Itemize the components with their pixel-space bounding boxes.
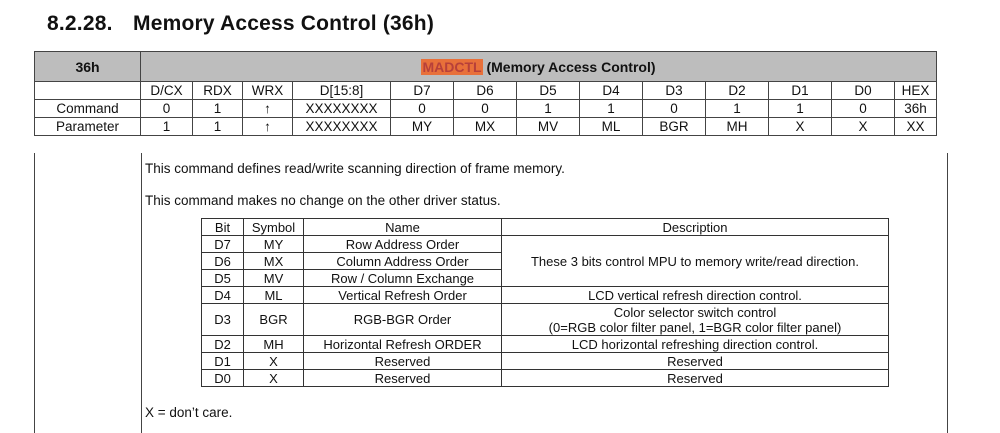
bits-table — [201, 218, 889, 387]
cell: BGR — [643, 118, 706, 136]
symbol-cell: BGR — [244, 304, 304, 336]
col-header: D5 — [517, 82, 580, 100]
col-header: D0 — [832, 82, 895, 100]
dont-care-note: X = don’t care. — [145, 405, 233, 420]
cell: 1 — [706, 100, 769, 118]
bits-row — [202, 353, 889, 370]
register-code: 36h — [35, 52, 141, 82]
bits-header: Bit — [202, 219, 244, 236]
symbol-cell: MV — [244, 270, 304, 287]
cell: ↑ — [243, 100, 293, 118]
bits-row — [202, 236, 889, 253]
bits-header: Name — [304, 219, 502, 236]
name-cell: Reserved — [304, 370, 502, 387]
name-cell: Row / Column Exchange — [304, 270, 502, 287]
bit-cell: D6 — [202, 253, 244, 270]
cell: 0 — [391, 100, 454, 118]
cell: MY — [391, 118, 454, 136]
description-paragraph-1: This command defines read/write scanning direction of frame memory. — [145, 161, 565, 176]
col-header: D/CX — [141, 82, 193, 100]
description-cell: LCD horizontal refreshing direction control. — [502, 336, 889, 353]
symbol-cell: X — [244, 353, 304, 370]
cell: XXXXXXXX — [293, 118, 391, 136]
cell: 1 — [193, 118, 243, 136]
cell: XXXXXXXX — [293, 100, 391, 118]
symbol-cell: ML — [244, 287, 304, 304]
cell: 36h — [895, 100, 937, 118]
section-heading — [47, 12, 434, 36]
description-cell: LCD vertical refresh direction control. — [502, 287, 889, 304]
cell: 1 — [580, 100, 643, 118]
col-header: D6 — [454, 82, 517, 100]
desc-left-border — [34, 153, 35, 433]
cell: 1 — [193, 100, 243, 118]
bits-header: Symbol — [244, 219, 304, 236]
symbol-cell: X — [244, 370, 304, 387]
parameter-row — [35, 118, 937, 136]
name-cell: Row Address Order — [304, 236, 502, 253]
cell: MH — [706, 118, 769, 136]
name-cell: Horizontal Refresh ORDER — [304, 336, 502, 353]
register-header-row — [35, 52, 937, 82]
merged-description-cell: These 3 bits control MPU to memory write/read direction. — [502, 236, 889, 287]
symbol-cell: MH — [244, 336, 304, 353]
cell: 1 — [141, 118, 193, 136]
register-full-name: (Memory Access Control) — [482, 58, 656, 75]
description-paragraph-2: This command makes no change on the other driver status. — [145, 193, 501, 208]
cell: X — [769, 118, 832, 136]
col-header: WRX — [243, 82, 293, 100]
symbol-cell: MY — [244, 236, 304, 253]
cell: 0 — [643, 100, 706, 118]
desc-divider — [141, 153, 142, 433]
bit-cell: D4 — [202, 287, 244, 304]
bits-header: Description — [502, 219, 889, 236]
bit-cell: D7 — [202, 236, 244, 253]
bit-cell: D1 — [202, 353, 244, 370]
register-name — [141, 52, 937, 82]
col-header: D1 — [769, 82, 832, 100]
col-header: D7 — [391, 82, 454, 100]
name-cell: Column Address Order — [304, 253, 502, 270]
section-number: 8.2.28. — [47, 12, 113, 35]
cell: MX — [454, 118, 517, 136]
bits-row — [202, 370, 889, 387]
bit-cell: D5 — [202, 270, 244, 287]
cell: 1 — [517, 100, 580, 118]
cell: MV — [517, 118, 580, 136]
cell: ML — [580, 118, 643, 136]
bit-cell: D2 — [202, 336, 244, 353]
description-cell: Reserved — [502, 370, 889, 387]
col-header: D2 — [706, 82, 769, 100]
cell: ↑ — [243, 118, 293, 136]
cell: 0 — [141, 100, 193, 118]
bit-cell: D0 — [202, 370, 244, 387]
col-header: D[15:8] — [293, 82, 391, 100]
cell: 1 — [769, 100, 832, 118]
bits-row — [202, 287, 889, 304]
bits-header-row — [202, 219, 889, 236]
col-header: D3 — [643, 82, 706, 100]
cell: XX — [895, 118, 937, 136]
bits-row — [202, 304, 889, 336]
description-line-2: (0=RGB color filter panel, 1=BGR color filter panel) — [548, 319, 842, 335]
bits-row — [202, 336, 889, 353]
blank-cell — [35, 82, 141, 100]
name-cell: Reserved — [304, 353, 502, 370]
bit-cell: D3 — [202, 304, 244, 336]
desc-right-border — [947, 153, 948, 433]
register-abbrev: MADCTL — [422, 58, 482, 75]
col-header: HEX — [895, 82, 937, 100]
col-header: RDX — [193, 82, 243, 100]
cell: X — [832, 118, 895, 136]
cell: 0 — [454, 100, 517, 118]
section-title: Memory Access Control (36h) — [133, 12, 435, 35]
name-cell: Vertical Refresh Order — [304, 287, 502, 304]
description-cell: Reserved — [502, 353, 889, 370]
col-header: D4 — [580, 82, 643, 100]
name-cell: RGB-BGR Order — [304, 304, 502, 336]
column-header-row — [35, 82, 937, 100]
description-cell — [502, 304, 889, 336]
command-row — [35, 100, 937, 118]
cell: 0 — [832, 100, 895, 118]
row-label: Command — [35, 100, 141, 118]
symbol-cell: MX — [244, 253, 304, 270]
row-label: Parameter — [35, 118, 141, 136]
register-table — [34, 51, 937, 136]
description-line-1: Color selector switch control — [613, 304, 777, 320]
